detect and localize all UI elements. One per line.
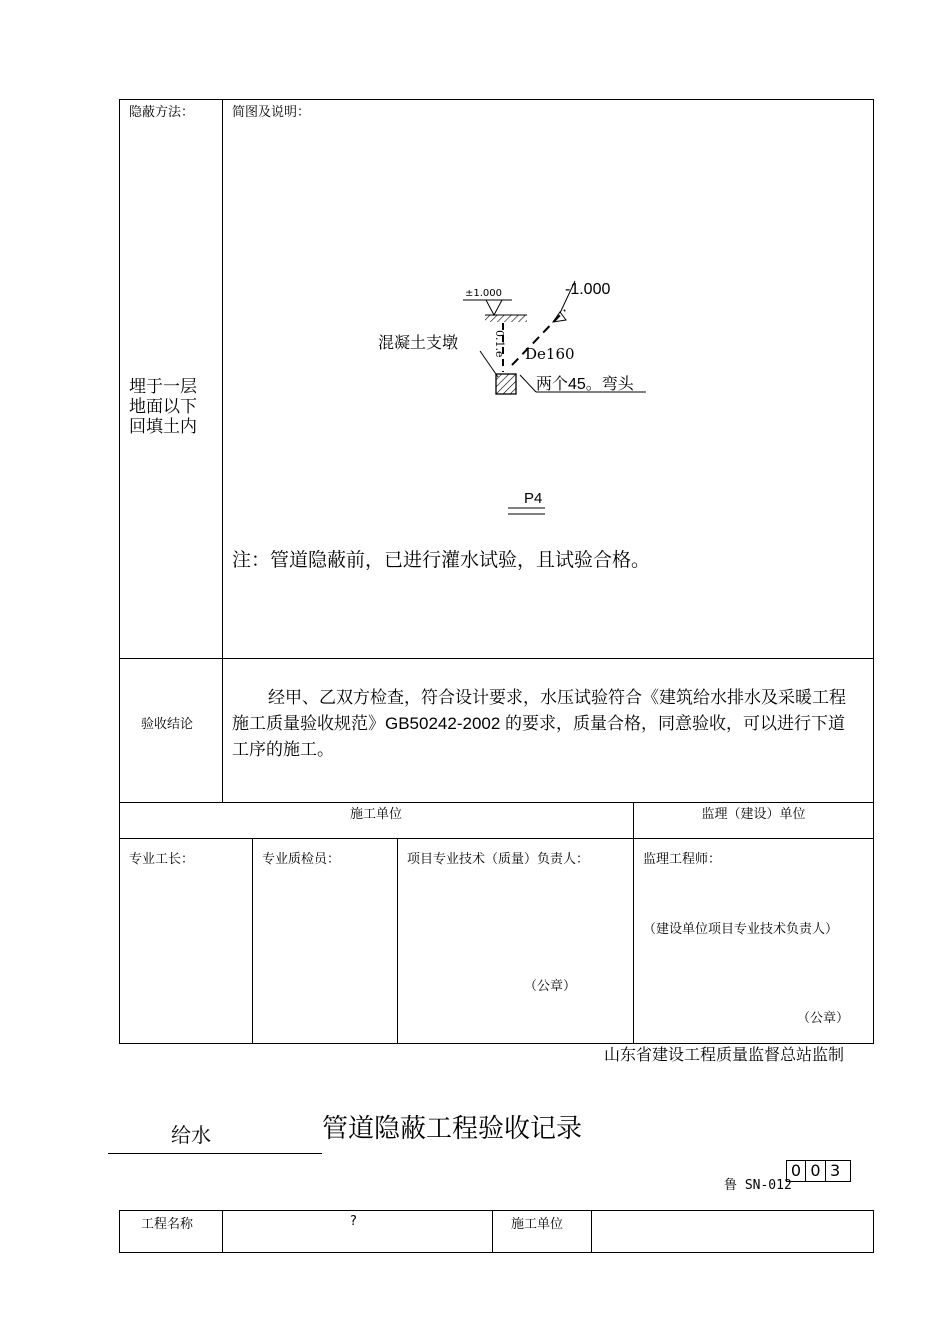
ground-hatch [485,315,527,322]
supervision-unit-header: 监理（建设）单位 [701,807,806,822]
method-line: 埋于一层 [129,377,197,397]
footer-org: 山东省建设工程质量监督总站监制 [604,1047,845,1064]
inspector-label: 专业质检员： [262,852,341,867]
pipe-id-label: P4 [524,490,543,507]
column-divider [591,1210,592,1253]
row-divider [119,658,874,659]
form-code-label: 鲁 SN-012 [724,1178,792,1193]
category-underline [108,1153,322,1154]
foreman-label: 专业工长： [129,852,195,867]
form-number-digit: 0 [786,1160,806,1182]
form-number-digit: 3 [826,1160,851,1182]
form-number-digit: 0 [806,1160,826,1182]
row-divider [119,802,874,803]
seal-label: （公章） [797,1011,850,1026]
project-name-label: 工程名称 [141,1217,194,1232]
conclusion-label: 验收结论 [141,717,194,732]
supervisor-label: 监理工程师： [643,852,722,867]
row-divider [119,838,874,839]
column-divider [397,838,398,1044]
elevation-top-label: ±1.000 [465,288,503,299]
diagram-header: 简图及说明： [232,105,311,120]
construction-unit-label: 施工单位 [511,1217,564,1232]
form-category: 给水 [171,1125,211,1147]
test-note: 注：管道隐蔽前，已进行灌水试验，且试验合格。 [232,549,651,571]
pipe-size-label: De160 [525,345,575,363]
method-line: 回填土内 [129,417,197,437]
column-divider [633,802,634,1044]
pipe-diagram [360,275,660,525]
column-divider [492,1210,493,1253]
elevation-marker-icon [486,300,502,315]
project-name-value: ? [350,1214,357,1229]
elevation-pipe-label: -1.000 [565,281,611,298]
project-info-table [119,1210,874,1253]
elbow-label: 两个45。弯头 [536,376,634,393]
owner-rep-label: （建设单位项目专业技术负责人） [643,922,839,937]
form-title: 管道隐蔽工程验收记录 [322,1113,583,1143]
elbow-leader [520,375,536,392]
seal-label: （公章） [524,979,577,994]
column-divider [222,1210,223,1253]
column-divider [222,99,223,802]
form-number [786,1160,851,1182]
column-divider [252,838,253,1044]
concrete-support [496,374,516,394]
method-value [129,377,197,437]
support-label: 混凝土支墩 [378,335,459,352]
construction-unit-header: 施工单位 [349,807,402,822]
method-line: 地面以下 [129,397,197,417]
tech-lead-label: 项目专业技术（质量）负责人： [407,852,590,867]
method-header: 隐蔽方法： [129,105,195,120]
vertical-annotation: 0.1.e [493,330,506,358]
conclusion-text: 经甲、乙双方检查，符合设计要求，水压试验符合《建筑给水排水及采暖工程施工质量验收规范》GB50242-2002 的要求，质量合格，同意验收，可以进行下道工序的施工。 [232,688,846,759]
